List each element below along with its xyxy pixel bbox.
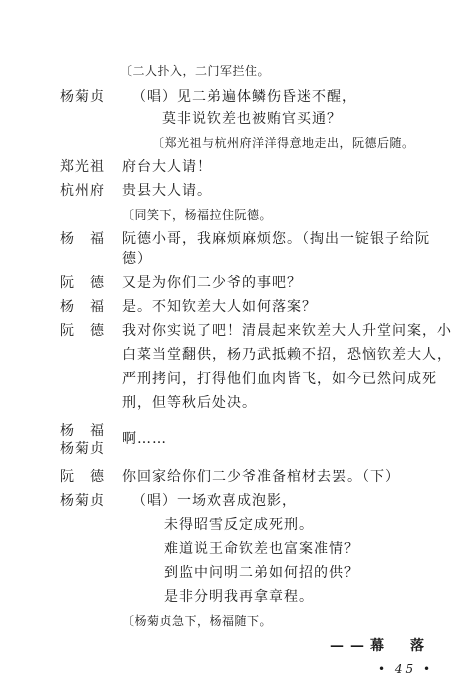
dialogue: 莫非说钦差也被贿官买通？: [162, 111, 342, 127]
stage-direction: 〔同笑下，杨福拉住阮德。: [122, 208, 273, 222]
dialogue: 白菜当堂翻供，杨乃武抵赖不招，恐恼钦差大人，: [122, 347, 452, 363]
dialogue: 到监中问明二弟如何招的供？: [164, 565, 359, 581]
dialogue: 是。不知钦差大人如何落案？: [122, 299, 317, 315]
dialogue: 德）: [122, 251, 152, 267]
stage-direction: 〔二人扑入，二门军拦住。: [120, 64, 271, 78]
speaker: 杨菊贞: [60, 441, 105, 457]
curtain-fall: ——幕 落: [330, 638, 430, 654]
speaker: 杨 福: [60, 231, 105, 247]
dialogue: 府台大人请！: [122, 159, 212, 175]
dialogue: 刑，但等秋后处决。: [122, 395, 257, 411]
dialogue: （唱）一场欢喜成泡影，: [132, 493, 297, 509]
dialogue: 又是为你们二少爷的事吧？: [122, 275, 302, 291]
dialogue: （唱）见二弟遍体鳞伤昏迷不醒，: [132, 89, 357, 105]
page-number: • 45 •: [378, 662, 434, 676]
speaker: 阮 德: [60, 469, 105, 485]
speaker: 杨菊贞: [60, 493, 105, 509]
dialogue: 我对你实说了吧！清晨起来钦差大人升堂问案，小: [122, 323, 452, 339]
stage-direction: 〔杨菊贞急下，杨福随下。: [122, 614, 273, 628]
speaker: 杨菊贞: [60, 89, 105, 105]
dialogue: 你回家给你们二少爷准备棺材去罢。（下）: [122, 469, 400, 485]
speaker: 阮 德: [60, 323, 105, 339]
stage-direction: 〔郑光祖与杭州府洋洋得意地走出，阮德后随。: [152, 136, 415, 150]
dialogue: 是非分明我再拿章程。: [164, 589, 314, 605]
dialogue: 严刑拷问，打得他们血肉皆飞，如今已然问成死: [122, 371, 437, 387]
speaker: 阮 德: [60, 275, 105, 291]
dialogue: 贵县大人请。: [122, 183, 212, 199]
speaker: 郑光祖: [60, 159, 105, 175]
dialogue: 难道说王命钦差也富案准情？: [164, 541, 359, 557]
dialogue: 未得昭雪反定成死刑。: [164, 517, 314, 533]
speaker: 杭州府: [60, 183, 105, 199]
dialogue: 啊……: [122, 431, 167, 447]
speaker: 杨 福: [60, 423, 105, 439]
speaker: 杨 福: [60, 299, 105, 315]
dialogue: 阮德小哥，我麻烦麻烦您。（掏出一锭银子给阮: [122, 231, 430, 247]
